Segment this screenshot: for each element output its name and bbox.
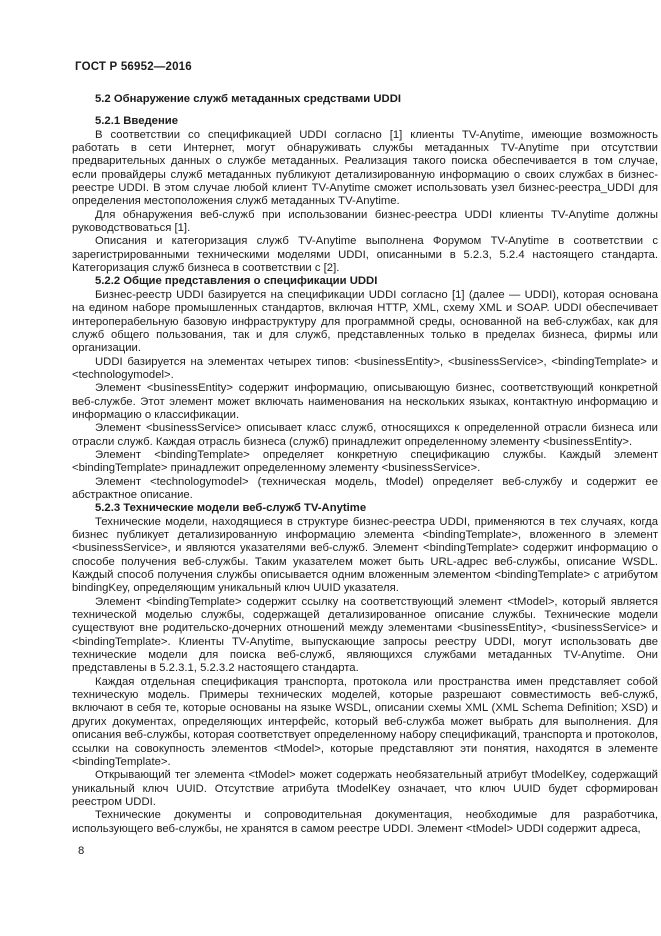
page-number: 8 <box>78 845 85 857</box>
paragraph: Каждая отдельная спецификация транспорта, протокола или пространства имен представляет собой техническую модель. Примеры технических моделей, которые разрешают совместимость веб-служб, включают в себя те, которые основаны на языке WSDL, описании схемы XML (XML Schema Definition; XSD) и других документах, определяющих интерфейс, который веб-служба может выбрать для выполнения. Для описания веб-службы, которая соответствует определенному набору спецификаций, транспорта и протоколов, ссылки на совокупность элементов <tModel>, которые представляют эти понятия, находятся в элементе <bindingTemplate>. <box>72 675 658 768</box>
paragraph: Элемент <bindingTemplate> содержит ссылку на соответствующий элемент <tModel>, который является технической моделью службы, содержащей детализированное описание службы. Технические модели существуют вне родительско-дочерних отношений между элементами <businessEntity>, <businessService> и <bindingTemplate>. Клиенты TV-Anytime, выпускающие запросы реестру UDDI, могут использовать две технические модели для поиска веб-служб, являющихся службами метаданных TV-Anytime. Они представлены в 5.2.3.1, 5.2.3.2 настоящего стандарта. <box>72 595 658 675</box>
paragraph: В соответствии со спецификацией UDDI согласно [1] клиенты TV-Anytime, имеющие возможность работать в сети Интернет, могут обнаруживать службы метаданных TV-Anytime при отсутствии предварительных данных о службе метаданных. Реализация такого поиска обеспечивается в том случае, если провайдеры служб метаданных публикуют детализированную информацию о своих службах в бизнес-реестре UDDI. В этом случае любой клиент TV-Anytime сможет использовать узел бизнес-реестра_UDDI для определения местоположения служб метаданных TV-Anytime. <box>72 128 658 208</box>
paragraph: Технические модели, находящиеся в структуре бизнес-реестра UDDI, применяются в тех случаях, когда бизнес публикует детализированную информацию элемента <bindingTemplate>, вложенного в элемент <businessService>, и являются указателями веб-служб. Элемент <bindingTemplate> содержит информацию о способе получения веб-службы. Таким указателем может быть URL-адрес веб-службы, описание WSDL. Каждый способ получения службы описывается одним вложенным элементом <bindingTemplate> с атрибутом bindingKey, определяющим уникальный ключ UUID указателя. <box>72 515 658 595</box>
paragraph: Элемент <technologymodel> (техническая модель, tModel) определяет веб-службу и содержит ее абстрактное описание. <box>72 475 658 501</box>
paragraph: Элемент <businessService> описывает класс служб, относящихся к определенной отрасли бизнеса или отрасли служб. Каждая отрасль бизнеса (служб) принадлежит определенному элементу <businessEntity>. <box>72 422 658 448</box>
section-heading: 5.2.1 Введение <box>95 115 179 128</box>
section-heading: 5.2 Обнаружение служб метаданных средствами UDDI <box>95 93 401 105</box>
paragraph: Бизнес-реестр UDDI базируется на спецификации UDDI согласно [1] (далее — UDDI), которая основана на едином наборе промышленных стандартов, включая HTTP, XML, схему XML и SOAP. UDDI обеспечивает интероперабельную базовую инфраструктуру для программной среды, основанной на веб-службах, как для служб общего пользования, так и для служб, представленных только в пределах бизнеса, фирмы или организации. <box>72 288 658 355</box>
paragraph: Элемент <bindingTemplate> определяет конкретную спецификацию службы. Каждый элемент <bindingTemplate> принадлежит определенному элементу <businessService>. <box>72 448 658 475</box>
paragraph: Описания и категоризация служб TV-Anytime выполнена Форумом TV-Anytime в соответствии с зарегистрированными техническими моделями UDDI, описанными в 5.2.3, 5.2.4 настоящего стандарта. Категоризация служб бизнеса в соответствии с [2]. <box>72 235 658 275</box>
section-heading: 5.2.2 Общие представления о спецификации UDDI <box>95 275 378 288</box>
section-heading: 5.2.3 Технические модели веб-служб TV-Anytime <box>95 502 367 515</box>
paragraph: Технические документы и сопроводительная документация, необходимые для разработчика, использующего веб-службы, не хранятся в самом реестре UDDI. Элемент <tModel> UDDI содержит адреса, <box>72 809 658 835</box>
running-header: ГОСТ Р 56952—2016 <box>75 61 192 73</box>
document-body <box>72 93 658 836</box>
paragraph: Элемент <businessEntity> содержит информацию, описывающую бизнес, соответствующий конкретной веб-службе. Этот элемент может включать наименования на нескольких языках, контактную информацию и информацию о классификации. <box>72 382 658 421</box>
paragraph: Открывающий тег элемента <tModel> может содержать необязательный атрибут tModelKey, содержащий уникальный ключ UUID. Отсутствие атрибута tModelKey означает, что ключ UUID будет сформирован реестром UDDI. <box>72 769 658 808</box>
paragraph: Для обнаружения веб-служб при использовании бизнес-реестра UDDI клиенты TV-Anytime должны руководствоваться [1]. <box>72 208 658 235</box>
paragraph: UDDI базируется на элементах четырех типов: <businessEntity>, <businessService>, <bindingTemplate> и <technologymodel>. <box>72 355 658 381</box>
